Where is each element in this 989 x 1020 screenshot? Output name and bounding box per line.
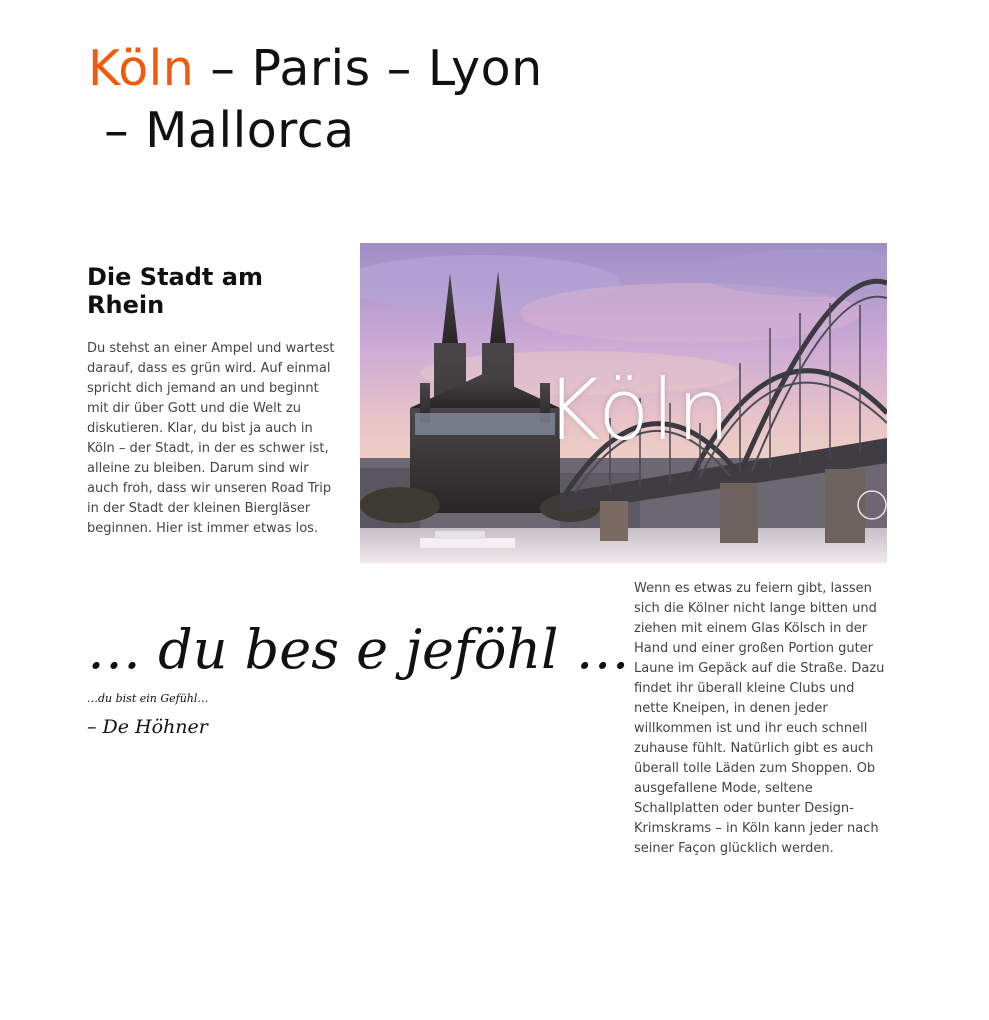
title-highlight-koeln: Köln: [88, 40, 195, 97]
hero-label: Köln: [545, 361, 732, 459]
title-separator: –: [194, 40, 252, 97]
title-paris: Paris: [251, 40, 371, 97]
quote-author: – De Höhner: [87, 716, 208, 738]
title-separator: –: [88, 102, 146, 159]
title-mallorca: Mallorca: [145, 102, 355, 159]
title-separator: –: [370, 40, 428, 97]
intro-paragraph: Du stehst an einer Ampel und wartest darauf, dass es grün wird. Auf einmal spricht dich jemand an und beginnt mit dir über Gott und die Welt zu diskutieren. Klar, du bist ja auch in Köln – der Stadt, in der es schwer ist, alleine zu bleiben. Darum sind wir auch froh, dass wir unseren Road Trip in der Stadt der kleinen Biergläser beginnen. Hier ist immer etwas los.: [87, 341, 335, 536]
section-heading: Die Stadt am Rhein: [87, 263, 263, 319]
second-paragraph: Wenn es etwas zu feiern gibt, lassen sich die Kölner nicht lange bitten und ziehen mit einem Glas Kölsch in der Hand und einer großen Portion guter Laune im Gepäck auf die Straße. Dazu findet ihr überall kleine Clubs und nette Kneipen, in denen jeder willkommen ist und ihr euch schnell zuhause fühlt. Natürlich gibt es auch überall tolle Läden zum Shoppen. Ob ausgefallene Mode, seltene Schallplatten oder bunter Design-Krimskrams – in Köln kann jeder nach seiner Façon glücklich werden.: [634, 581, 885, 856]
page-title: [88, 38, 688, 162]
quote-text: … du bes e jeföhl …: [87, 618, 630, 681]
hero-image: [360, 243, 887, 563]
title-lyon: Lyon: [427, 40, 543, 97]
quote-translation: …du bist ein Gefühl…: [87, 692, 209, 705]
